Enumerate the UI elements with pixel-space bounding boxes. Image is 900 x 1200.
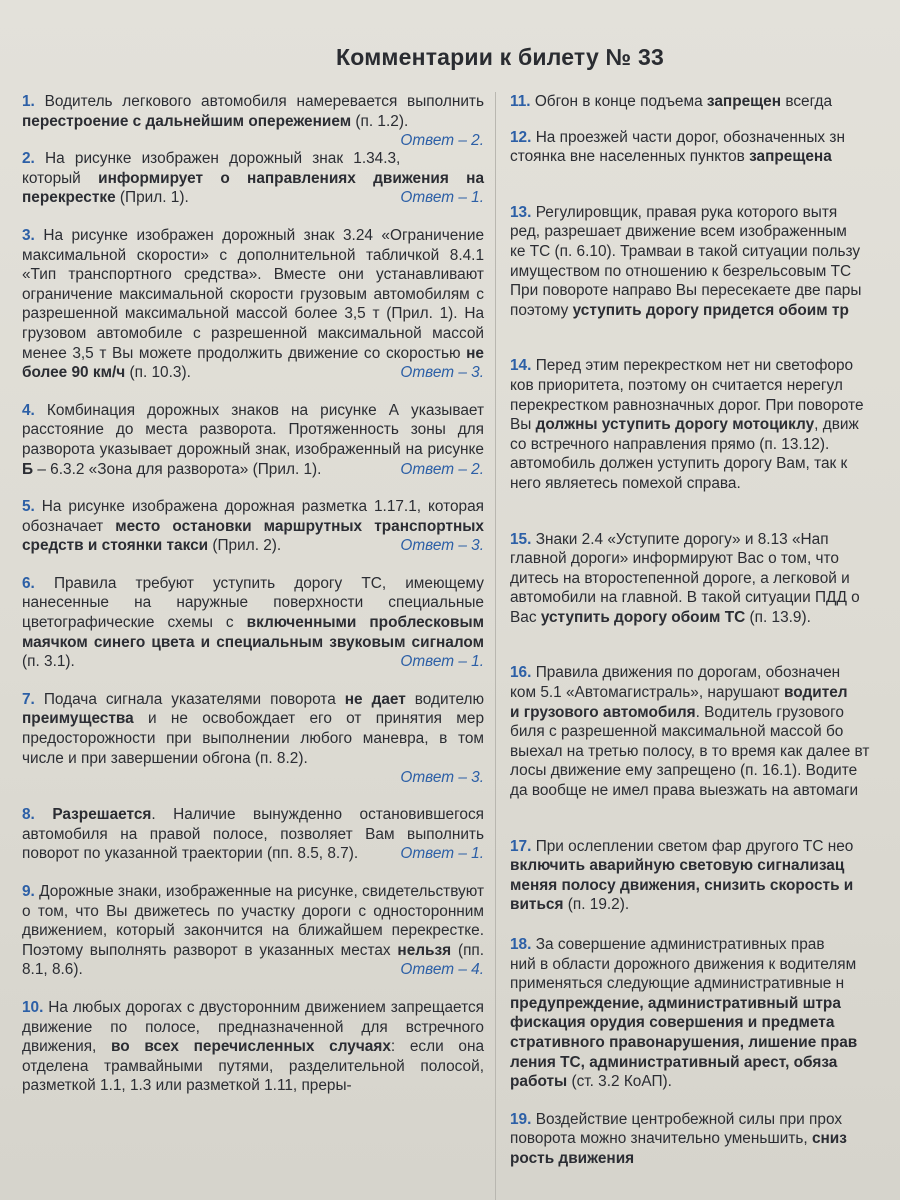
comment-item-14 — [510, 356, 900, 493]
item-text: (п. 13.9). — [749, 608, 811, 626]
item-number: 11. — [510, 93, 531, 110]
item-text: ке ТС (п. 6.10). Трамваи в такой ситуации пользу — [510, 242, 861, 260]
item-bold-text: сниз — [811, 1130, 847, 1148]
item-bold-text: нельзя — [397, 941, 452, 959]
item-text: ний в области дорожного движения к водителям — [510, 955, 857, 973]
left-column — [22, 92, 484, 1114]
item-text: и не освобождает его от принятия мер предосторожности при выполнении любого маневра, в том числе и при завершении обгона (п. 8.2). — [22, 710, 485, 767]
comment-item-8 — [22, 805, 484, 864]
comment-item-5 — [22, 497, 484, 556]
comment-item-3 — [22, 226, 484, 383]
comment-item-10 — [22, 998, 484, 1096]
item-number: 17. — [510, 837, 532, 855]
comment-item-18 — [510, 935, 900, 1092]
comment-item-15 — [510, 530, 900, 628]
item-text: (п. 19.2). — [567, 896, 630, 914]
item-number: 7. — [22, 690, 35, 708]
item-text: (п. 10.3). — [129, 364, 191, 382]
item-text: На рисунке изображена дорожная разметка 1.17.1, которая обозначает — [22, 498, 484, 535]
item-answer: Ответ – 3. — [400, 537, 484, 555]
item-text: ред, разрешает движение всем изображенным — [510, 223, 847, 241]
item-answer: Ответ – 1. — [400, 189, 484, 207]
item-bold-text: и грузового автомобиля — [510, 703, 696, 721]
item-text: При ослеплении светом фар другого ТС нео — [535, 837, 854, 855]
item-bold-text: работы — [510, 1073, 568, 1091]
item-text: На рисунке изображен дорожный знак 3.24 «Ограничение максимальной скорости» с дополнительной табличкой 8.4.1 «Тип транспортного средства». Вместе они устанавливают ограничение максимальной скорости грузовым автомобилям с разрешенной максимальной массой более 3,5 т (Прил. 1). На грузовом автомобиле с разрешенной максимальной массой менее 3,5 т Вы можете продолжить движение со скоростью — [22, 226, 485, 362]
item-number: 12. — [510, 128, 532, 146]
item-bold-text: информирует о направлениях движения на перекрестке — [22, 169, 484, 207]
item-number: 13. — [510, 203, 532, 221]
comment-item-6 — [22, 574, 484, 672]
item-number: 4. — [22, 401, 35, 419]
item-text: него являетесь помехой справа. — [510, 474, 741, 492]
item-text: – 6.3.2 «Зона для разворота» (Прил. 1). — [37, 460, 322, 478]
item-bold-text: запрещен — [706, 93, 782, 110]
item-text: да вообще не имел права выезжать на автомаги — [510, 782, 859, 800]
item-number: 6. — [22, 574, 35, 592]
item-text: (ст. 3.2 КоАП). — [571, 1073, 672, 1091]
comment-item-7 — [22, 690, 484, 787]
item-bold-text: перестроение с дальнейшим опережением — [22, 112, 352, 130]
item-number: 18. — [510, 936, 532, 953]
item-text: ком 5.1 «Автомагистраль», нарушают — [510, 684, 780, 702]
item-text: На рисунке изображен дорожный знак 1.34.3, который — [22, 150, 401, 187]
item-text: На любых дорогах с двусторонним движением запрещается движение по полосе, предназначенной для встречного движения, — [22, 998, 484, 1056]
comment-item-17 — [510, 837, 900, 915]
item-text: (п. 3.1). — [22, 653, 75, 671]
right-column — [510, 92, 900, 1187]
item-bold-text: уступить дорогу придется обоим тр — [572, 301, 849, 319]
item-text: выехал на третью полосу, в то время как далее вт — [510, 742, 870, 760]
item-bold-text: включенными проблесковым маячком синего цвета и специальным звуковым сигналом — [22, 614, 484, 651]
item-text: применяться следующие административные н — [510, 975, 845, 993]
comment-item-19 — [510, 1110, 900, 1169]
item-text: Вас — [510, 608, 537, 626]
page-title: Комментарии к билету № 33 — [336, 44, 664, 70]
item-bold-text: преимущества — [22, 710, 134, 728]
item-text: Подача сигнала указателями поворота — [43, 690, 336, 708]
item-text: Комбинация дорожных знаков на рисунке А указывает расстояние до места разворота. Протяженность зоны для разворота указывает дорожный знак, изображенный на рисунке — [22, 401, 484, 458]
comment-item-16 — [510, 663, 900, 800]
item-text: (Прил. 2). — [212, 537, 282, 555]
item-bold-text: место остановки маршрутных транспортных средств и стоянки такси — [22, 517, 484, 555]
item-bold-text: не более 90 км/ч — [22, 344, 484, 382]
item-text: Воздействие центробежной силы при прох — [535, 1110, 843, 1128]
item-text: стоянка вне населенных пунктов — [510, 148, 745, 166]
item-number: 19. — [510, 1110, 532, 1128]
item-answer: Ответ – 1. — [400, 653, 484, 671]
item-text: Регулировщик, правая рука которого вытя — [535, 203, 838, 221]
item-number: 2. — [22, 150, 35, 168]
item-bold-text: Б — [22, 460, 34, 478]
item-text: главной дороги» информируют Вас о том, что — [510, 550, 839, 568]
item-bold-text: должны уступить дорогу мотоциклу — [535, 416, 815, 434]
item-bold-text: фискация орудия совершения и предмета — [510, 1014, 835, 1032]
item-bold-text: ления ТС, административный арест, обяза — [510, 1053, 838, 1071]
item-answer: Ответ – 3. — [400, 364, 484, 382]
item-bold-text: не дает — [344, 690, 406, 708]
item-bold-text: рость движения — [510, 1149, 635, 1167]
item-bold-text: меняя полосу движения, снизить скорость и — [510, 876, 854, 894]
item-text: , движ — [814, 416, 859, 434]
item-text: всегда — [785, 93, 833, 110]
item-text: При повороте направо Вы пересекаете две пары — [510, 282, 862, 300]
item-text: Обгон в конце подъема — [534, 93, 703, 110]
item-text: Дорожные знаки, изображенные на рисунке, свидетельствуют о том, что Вы движетесь по участку дороги с односторонним движением, который закончится на ближайшем перекрестке. Поэтому выполнять разворот в указанных местах — [22, 883, 484, 959]
item-text: имуществом по отношению к безрельсовым ТС — [510, 262, 852, 280]
comment-item-1 — [22, 92, 484, 150]
item-text: биля с разрешенной максимальной массой бо — [510, 723, 844, 741]
item-number: 15. — [510, 530, 532, 548]
item-text: За совершение административных прав — [535, 936, 825, 953]
item-text: автомобиль должен уступить дорогу Вам, так к — [510, 455, 848, 473]
item-text: : если она отделена трамвайными путями, разделительной полосой, разметкой 1.1, 1.3 или разметкой 1.11, преры- — [22, 1038, 485, 1095]
item-text: . Наличие вынужденно остановившегося автомобиля на правой полосе, позволяет Вам выполнить поворот по указанной траектории (пп. 8.5, 8.7). — [22, 806, 484, 863]
item-text: Правила движения по дорогам, обозначен — [535, 664, 841, 682]
item-number: 16. — [510, 664, 532, 682]
item-number: 3. — [22, 226, 35, 244]
item-text: ков приоритета, поэтому он считается нерегул — [510, 376, 843, 394]
item-answer: Ответ – 2. — [400, 460, 484, 478]
item-text: На проезжей части дорог, обозначенных зн — [535, 128, 845, 146]
item-number: 8. — [22, 806, 35, 824]
column-divider — [495, 92, 496, 1200]
comment-item-12 — [510, 128, 900, 167]
item-text: перекрестком равнозначных дорог. При повороте — [510, 396, 864, 414]
item-bold-text: включить аварийную световую сигнализац — [510, 857, 845, 875]
item-number: 14. — [510, 357, 532, 375]
item-number: 5. — [22, 498, 35, 516]
item-bold-text: запрещена — [749, 148, 832, 166]
comment-item-11 — [510, 92, 900, 112]
item-number: 10. — [22, 998, 44, 1016]
item-text: водителю — [414, 690, 485, 708]
item-answer: Ответ – 2. — [400, 132, 484, 150]
item-text: автомобили на главной. В такой ситуации ПДД о — [510, 589, 860, 607]
comment-item-4 — [22, 401, 484, 479]
item-text: Водитель легкового автомобиля намеревается выполнить — [44, 93, 484, 110]
item-text: лосы движение ему запрещено (п. 16.1). Водите — [510, 762, 858, 780]
item-answer: Ответ – 4. — [400, 961, 484, 979]
item-text: поэтому — [510, 301, 569, 319]
item-text: (пп. 8.1, 8.6). — [22, 941, 485, 979]
item-answer: Ответ – 1. — [400, 845, 484, 863]
item-bold-text: уступить дорогу обоим ТС — [540, 608, 746, 626]
item-bold-text: Разрешается — [52, 806, 152, 824]
item-bold-text: стративного правонарушения, лишение прав — [510, 1033, 858, 1051]
comment-item-2 — [22, 149, 484, 208]
item-text: поворота можно значительно уменьшить, — [510, 1130, 808, 1148]
item-number: 1. — [22, 93, 35, 110]
item-text: (п. 1.2). — [355, 112, 409, 130]
item-bold-text: водител — [784, 684, 848, 702]
item-answer: Ответ – 3. — [400, 769, 484, 787]
item-text: со встречного направления прямо (п. 13.12). — [510, 435, 830, 453]
item-text: Вы — [510, 416, 532, 434]
item-bold-text: во всех перечисленных случаях — [111, 1038, 391, 1056]
comment-item-13 — [510, 203, 900, 321]
item-text: (Прил. 1). — [119, 189, 189, 207]
item-text: Перед этим перекрестком нет ни светофоро — [535, 357, 854, 375]
item-text: Знаки 2.4 «Уступите дорогу» и 8.13 «Нап — [535, 530, 829, 548]
item-text: . Водитель грузового — [695, 703, 844, 721]
item-bold-text: виться — [510, 896, 564, 914]
item-text: Правила требуют уступить дорогу ТС, имеющему нанесенные на наружные поверхности специальные цветографические схемы с — [22, 574, 484, 632]
comment-item-9 — [22, 882, 484, 980]
item-number: 9. — [22, 883, 35, 900]
item-bold-text: предупреждение, административный штра — [510, 994, 841, 1012]
item-text: дитесь на второстепенной дороге, а легковой и — [510, 569, 850, 587]
